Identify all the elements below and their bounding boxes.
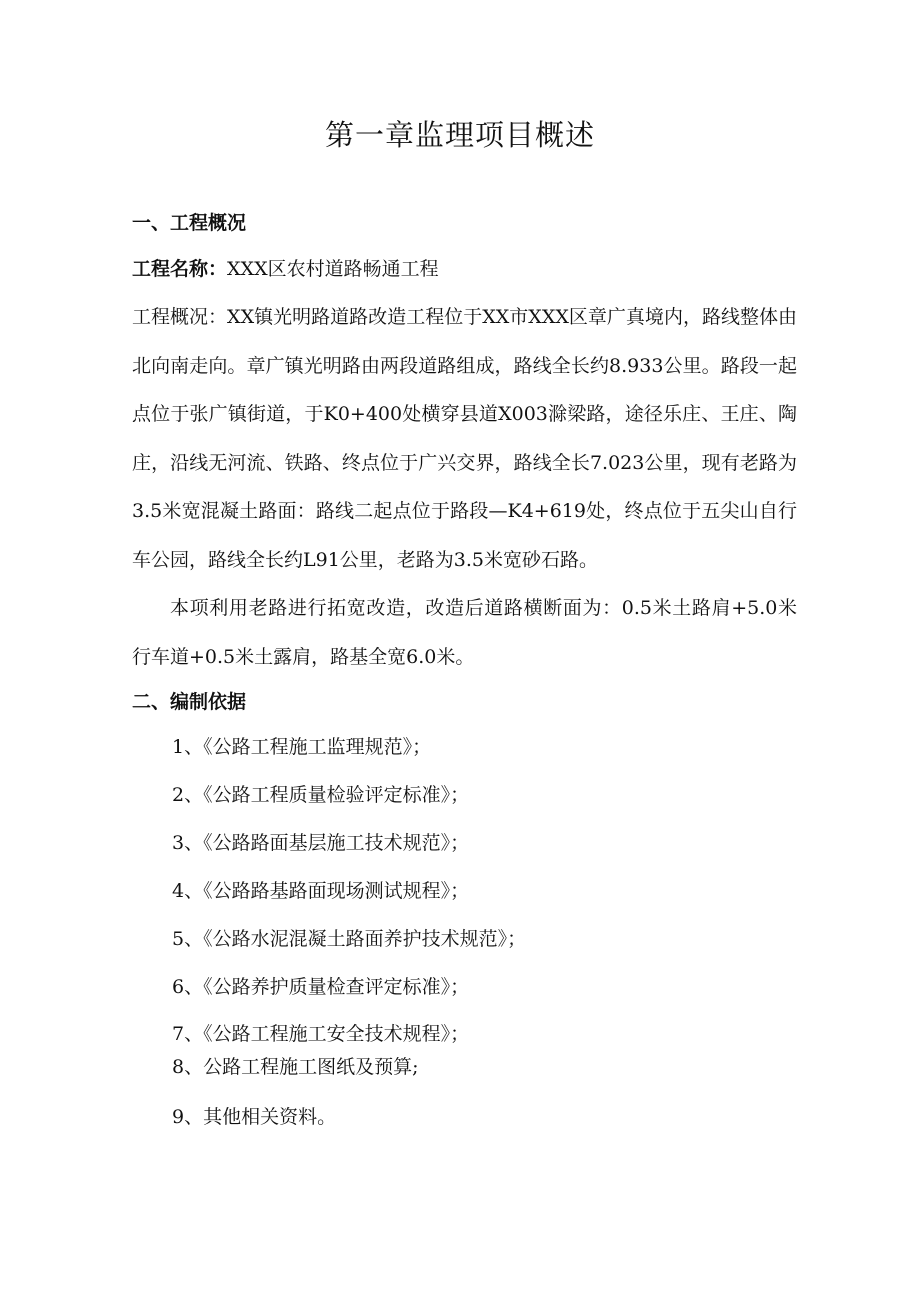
section-heading-basis: 二、编制依据 — [132, 691, 247, 713]
basis-item-8: 8、公路工程施工图纸及预算; — [172, 1056, 419, 1078]
basis-item-1: 1、《公路工程施工监理规范》； — [172, 736, 432, 758]
project-overview-paragraph: 工程概况：XX镇光明路道路改造工程位于XX市XXX区章广真境内，路线整体由北向南走向。章广镇光明路由两段道路组成，路线全长约8.933公里。路段一起点位于张广镇街道，于K0+400处横穿县道X003滁梁路，途径乐庄、王庄、陶庄，沿线无河流、铁路、终点位于广兴交界，路线全长7.023公里，现有老路为3.5米宽混凝土路面：路线二起点位于路段—K4+619处，终点位于五尖山自行车公园，路线全长约L91公里，老路为3.5米宽砂石路。 — [132, 306, 797, 571]
project-name-value: XXX区农村道路畅通工程 — [227, 258, 439, 280]
section-heading-overview: 一、工程概况 — [132, 212, 247, 234]
basis-item-2: 2、《公路工程质量检验评定标准》； — [172, 784, 470, 806]
widening-paragraph: 本项利用老路进行拓宽改造，改造后道路横断面为：0.5米土路肩+5.0米行车道+0.5米土露肩，路基全宽6.0米。 — [132, 597, 797, 668]
basis-item-3: 3、《公路路面基层施工技术规范》； — [172, 832, 470, 854]
project-name-label: 工程名称： — [132, 258, 228, 280]
page-title: 第一章监理项目概述 — [324, 118, 595, 152]
basis-item-6: 6、《公路养护质量检查评定标准》； — [172, 976, 470, 998]
basis-item-4: 4、《公路路基路面现场测试规程》； — [172, 880, 470, 902]
basis-item-9: 9、其他相关资料。 — [172, 1106, 337, 1128]
project-name-line — [132, 245, 797, 293]
basis-item-7: 7、《公路工程施工安全技术规程》； — [172, 1023, 470, 1045]
basis-item-5: 5、《公路水泥混凝土路面养护技术规范》； — [172, 928, 527, 950]
